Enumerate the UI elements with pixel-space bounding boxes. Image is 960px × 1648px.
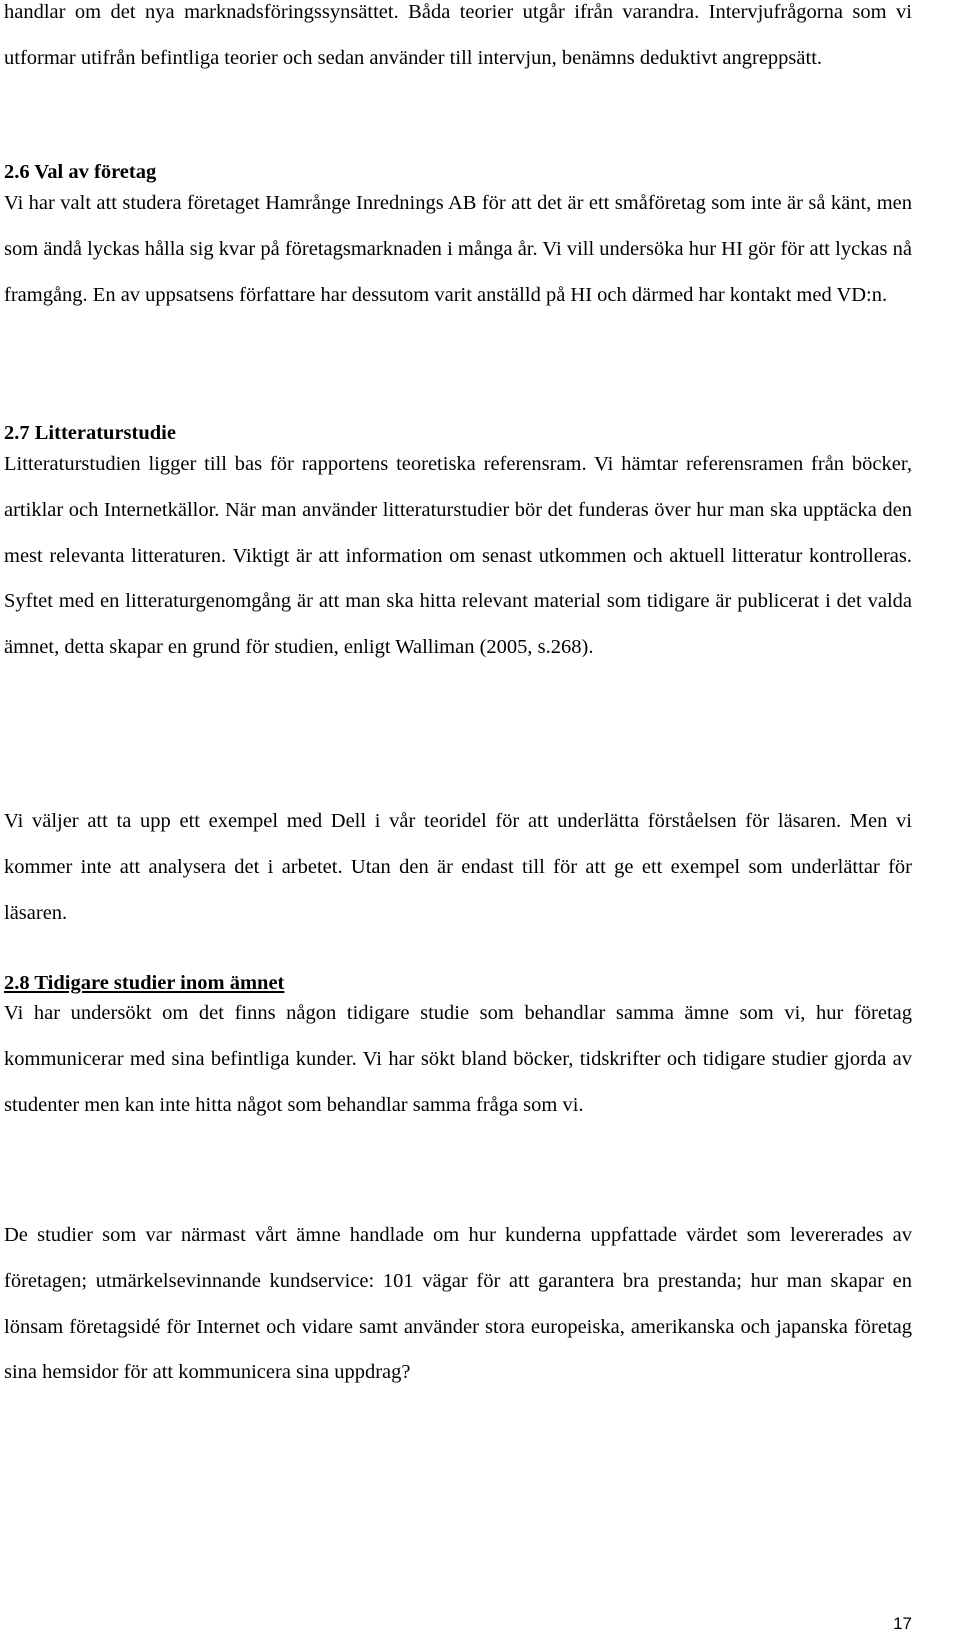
intro-paragraph: handlar om det nya marknadsföringssynsättet. Båda teorier utgår ifrån varandra. Intervjufrågorna som vi utformar utifrån befintliga teorier och sedan använder till intervjun, benämns deduktivt angreppsätt. (4, 1, 912, 69)
section-2-7-paragraph-1: Litteraturstudien ligger till bas för rapportens teoretiska referensram. Vi hämtar referensramen från böcker, artiklar och Internetkällor. När man använder litteraturstudier bör det funderas över hur man ska upptäcka den mest relevanta litteraturen. Viktigt är att information om senast utkommen och aktuell litteratur kontrolleras. Syftet med en litteraturgenomgång är att man ska hitta relevant material som tidigare är publicerat i det valda ämnet, detta skapar en grund för studien, enligt Walliman (2005, s.268). (4, 453, 912, 659)
section-heading-2-7: 2.7 Litteraturstudie (4, 422, 176, 444)
section-2-7-paragraph-2: Vi väljer att ta upp ett exempel med Dell i vår teoridel för att underlätta förståelsen för läsaren. Men vi kommer inte att analysera det i arbetet. Utan den är endast till för att ge ett exempel som underlättar för läsaren. (4, 810, 912, 924)
section-2-6-paragraph: Vi har valt att studera företaget Hamrånge Inrednings AB för att det är ett småföretag som inte är så känt, men som ändå lyckas hålla sig kvar på företagsmarknaden i många år. Vi vill undersöka hur HI gör för att lyckas nå framgång. En av uppsatsens författare har dessutom varit anställd på HI och därmed har kontakt med VD:n. (4, 192, 912, 306)
section-2-8-paragraph-1: Vi har undersökt om det finns någon tidigare studie som behandlar samma ämne som vi, hur företag kommunicerar med sina befintliga kunder. Vi har sökt bland böcker, tidskrifter och tidigare studier gjorda av studenter men kan inte hitta något som behandlar samma fråga som vi. (4, 1002, 912, 1116)
section-heading-2-8: 2.8 Tidigare studier inom ämnet (4, 972, 285, 994)
page-number: 17 (893, 1614, 912, 1633)
section-heading-2-6: 2.6 Val av företag (4, 161, 157, 183)
section-2-8-paragraph-2: De studier som var närmast vårt ämne handlade om hur kunderna uppfattade värdet som levererades av företagen; utmärkelsevinnande kundservice: 101 vägar för att garantera bra prestanda; hur man skapar en lönsam företagsidé för Internet och vidare samt använder stora europeiska, amerikanska och japanska företag sina hemsidor för att kommunicera sina uppdrag? (4, 1224, 912, 1384)
